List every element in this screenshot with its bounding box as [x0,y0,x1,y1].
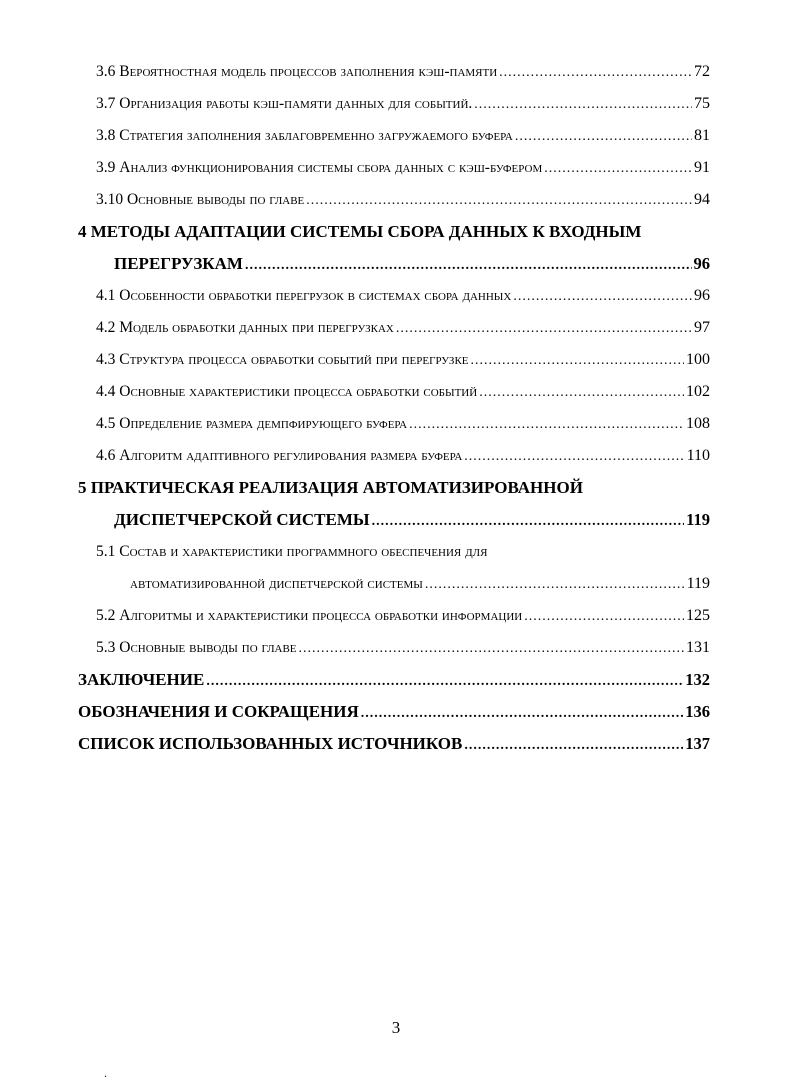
leader-dots [299,633,684,665]
leader-dots [544,153,692,185]
toc-entry-page: 97 [694,319,710,336]
toc-entry-4-3[interactable] [78,344,710,376]
leader-dots [499,57,692,89]
toc-chapter-4-title-line1[interactable]: 4 МЕТОДЫ АДАПТАЦИИ СИСТЕМЫ СБОРА ДАННЫХ К ВХОДНЫМ [78,222,642,241]
toc-entry-5-3[interactable] [78,632,710,664]
toc-entry-title: 4.6 Алгоритм адаптивного регулирования размера буфера [96,447,463,464]
toc-entry-page: 137 [685,734,710,753]
toc-entry-title: 3.9 Анализ функционирования системы сбора данных с кэш-буфером [96,159,543,176]
leader-dots [396,313,692,345]
toc-entry-3-8[interactable] [78,120,710,152]
toc-entry-page: 119 [686,510,710,529]
toc-entry-page: 96 [694,287,710,304]
toc-entry-3-7[interactable] [78,88,710,120]
leader-dots [206,666,683,698]
leader-dots [513,281,692,313]
leader-dots [361,698,683,730]
toc-entry-page: 100 [686,351,710,368]
leader-dots [372,506,685,538]
toc-entry-title: 3.6 Вероятностная модель процессов заполнения кэш-памяти [96,63,498,80]
toc-entry-3-9[interactable] [78,152,710,184]
leader-dots [471,345,684,377]
toc-chapter-5-title-line1[interactable]: 5 ПРАКТИЧЕСКАЯ РЕАЛИЗАЦИЯ АВТОМАТИЗИРОВАННОЙ [78,478,583,497]
toc-entry-title: СПИСОК ИСПОЛЬЗОВАННЫХ ИСТОЧНИКОВ [78,734,463,753]
toc-entry-page: 132 [685,670,710,689]
toc-abbreviations[interactable] [78,696,710,728]
leader-dots [474,89,692,121]
toc-entry-page: 75 [694,95,710,112]
toc-entry-title: 4.4 Основные характеристики процесса обработки событий [96,383,478,400]
table-of-contents [78,56,710,760]
toc-entry-title: ДИСПЕТЧЕРСКОЙ СИСТЕМЫ [114,510,370,529]
leader-dots [245,250,692,282]
toc-entry-4-5[interactable] [78,408,710,440]
toc-entry-title: автоматизированной диспетчерской системы [130,575,423,592]
toc-chapter-4[interactable] [78,248,710,280]
toc-chapter-5[interactable] [78,504,710,536]
toc-entry-5-1-title-line1[interactable]: 5.1 Состав и характеристики программного обеспечения для [96,543,488,560]
leader-dots [425,569,685,601]
leader-dots [515,121,692,153]
toc-entry-page: 125 [686,607,710,624]
toc-entry-title: 3.8 Стратегия заполнения заблаговременно загружаемого буфера [96,127,513,144]
toc-entry-title: 4.1 Особенности обработки перегрузок в системах сбора данных [96,287,512,304]
toc-conclusion[interactable] [78,664,710,696]
toc-entry-page: 96 [693,254,710,273]
toc-entry-4-4[interactable] [78,376,710,408]
toc-entry-page: 110 [686,447,710,464]
toc-entry-page: 81 [694,127,710,144]
toc-entry-page: 108 [686,415,710,432]
toc-entry-title: 4.3 Структура процесса обработки событий при перегрузке [96,351,469,368]
toc-entry-page: 136 [685,702,710,721]
toc-entry-title: ПЕРЕГРУЗКАМ [114,254,243,273]
toc-entry-title: 3.7 Организация работы кэш-памяти данных для событий. [96,95,473,112]
toc-entry-5-1[interactable] [78,568,710,600]
leader-dots [464,730,683,762]
leader-dots [464,441,684,473]
leader-dots [479,377,684,409]
toc-entry-4-6[interactable] [78,440,710,472]
toc-entry-title: 5.3 Основные выводы по главе [96,639,297,656]
toc-entry-title: 4.2 Модель обработки данных при перегрузках [96,319,394,336]
toc-references[interactable] [78,728,710,760]
toc-entry-3-6[interactable] [78,56,710,88]
toc-entry-page: 94 [694,191,710,208]
leader-dots [409,409,684,441]
toc-entry-title: ЗАКЛЮЧЕНИЕ [78,670,205,689]
toc-entry-title: 4.5 Определение размера демпфирующего буфера [96,415,408,432]
toc-entry-page: 119 [686,575,710,592]
toc-entry-page: 102 [686,383,710,400]
toc-entry-page: 91 [694,159,710,176]
toc-entry-title: 5.2 Алгоритмы и характеристики процесса обработки информации [96,607,523,624]
toc-entry-3-10[interactable] [78,184,710,216]
toc-entry-4-2[interactable] [78,312,710,344]
toc-entry-4-1[interactable] [78,280,710,312]
leader-dots [306,185,692,217]
page-number: 3 [391,1018,401,1037]
toc-entry-5-2[interactable] [78,600,710,632]
scan-mark: . [104,1066,107,1080]
toc-entry-page: 72 [694,63,710,80]
leader-dots [524,601,684,633]
toc-entry-page: 131 [686,639,710,656]
toc-entry-title: ОБОЗНАЧЕНИЯ И СОКРАЩЕНИЯ [78,702,359,721]
toc-entry-title: 3.10 Основные выводы по главе [96,191,305,208]
